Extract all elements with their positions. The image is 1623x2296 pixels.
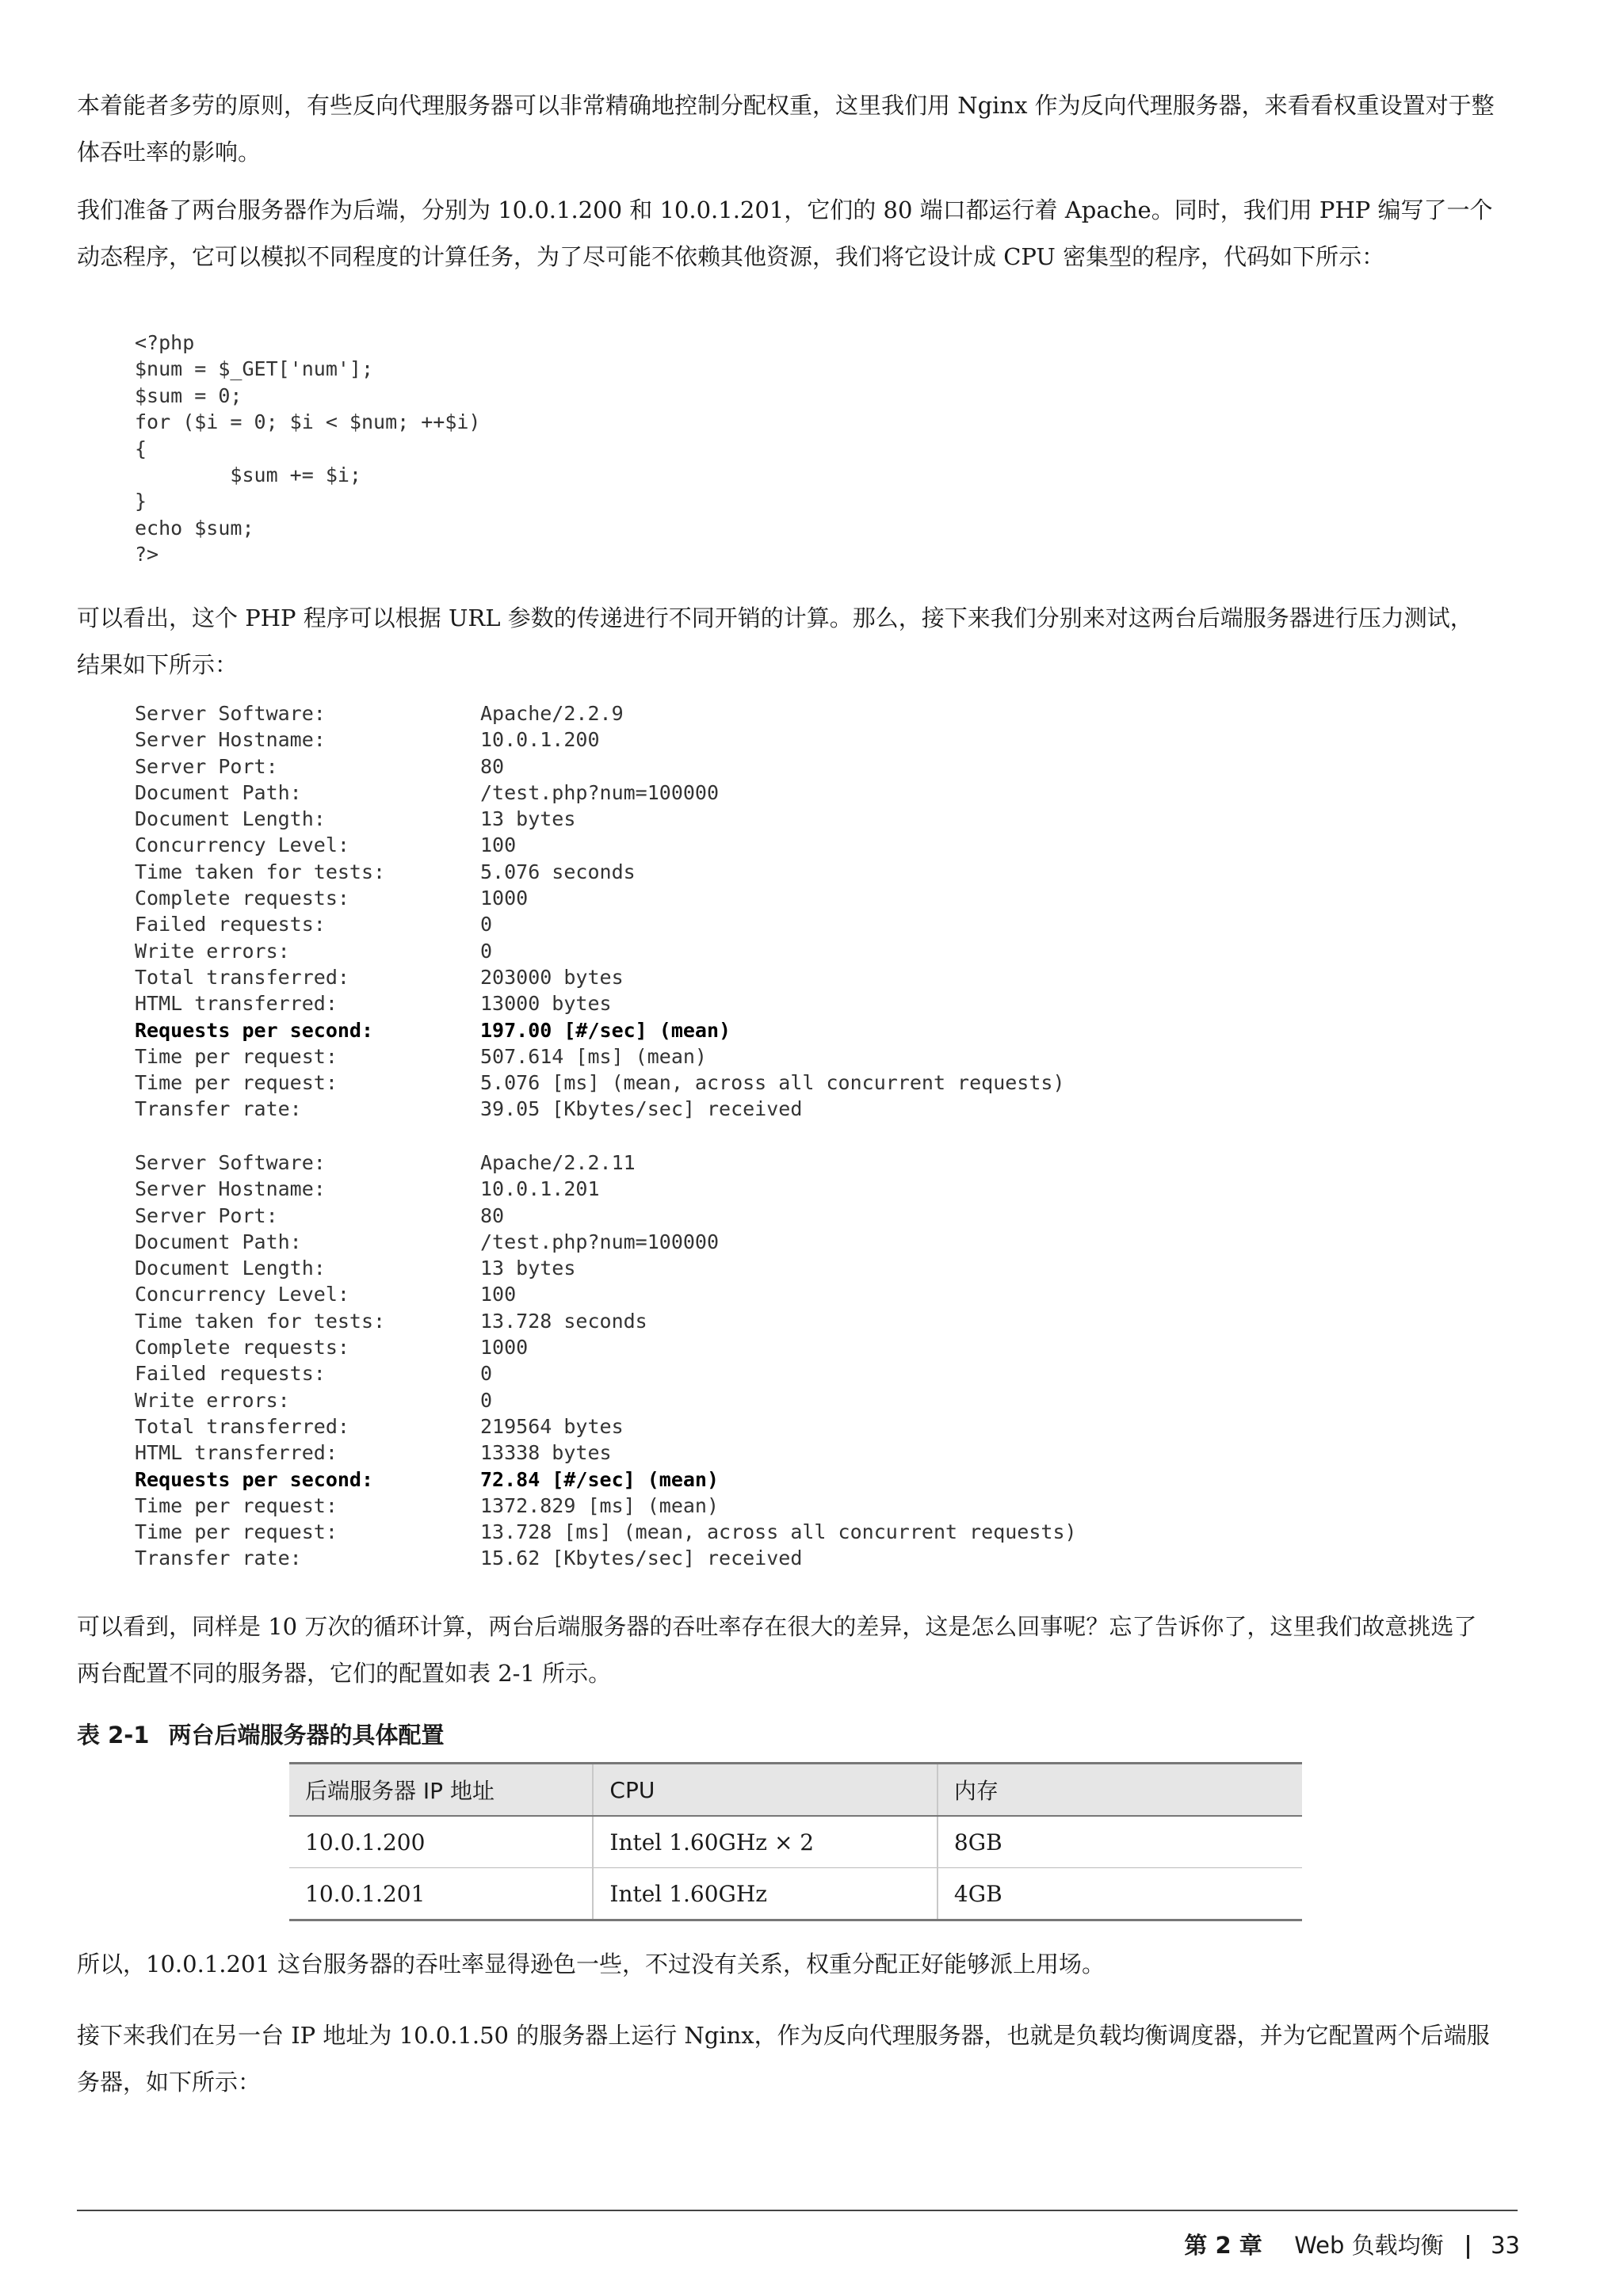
table-cell: 8GB — [938, 1816, 1302, 1868]
table-caption-title: 两台后端服务器的具体配置 — [168, 1722, 445, 1749]
benchmark-row: Write errors: 0 — [135, 939, 493, 963]
table-cell: Intel 1.60GHz × 2 — [593, 1816, 938, 1868]
benchmark-row: Time taken for tests: 13.728 seconds — [135, 1309, 647, 1333]
benchmark-row: HTML transferred: 13338 bytes — [135, 1441, 612, 1465]
benchmark-row: Server Software: Apache/2.2.11 — [135, 1151, 636, 1174]
table-cell: 10.0.1.201 — [289, 1868, 593, 1920]
benchmark-row: Time per request: 1372.829 [ms] (mean) — [135, 1493, 720, 1517]
php-code-block: <?php $num = $_GET['num']; $sum = 0; for ($i = 0; $i < $num; ++$i) { $sum += $i; } echo $sum; ?> — [135, 331, 481, 566]
column-header-memory: 内存 — [938, 1764, 1302, 1817]
benchmark-row: Time per request: 507.614 [ms] (mean) — [135, 1044, 707, 1068]
column-header-ip: 后端服务器 IP 地址 — [289, 1764, 593, 1817]
column-header-cpu: CPU — [593, 1764, 938, 1817]
benchmark-row: Time per request: 13.728 [ms] (mean, across all concurrent requests) — [135, 1520, 1077, 1544]
paragraph-backend-setup: 我们准备了两台服务器作为后端，分别为 10.0.1.200 和 10.0.1.201，它们的 80 端口都运行着 Apache。同时，我们用 PHP 编写了一个动态程序，它可以模拟不同程度的计算任务，为了尽可能不依赖其他资源，我们将它设计成 CPU 密集型的程序，代码如下所示： — [77, 196, 1493, 270]
benchmark-row: Transfer rate: 15.62 [Kbytes/sec] received — [135, 1547, 803, 1570]
table-caption-number: 表 2-1 — [77, 1722, 150, 1749]
benchmark-row: Document Length: 13 bytes — [135, 1257, 576, 1280]
benchmark-row: Document Path: /test.php?num=100000 — [135, 780, 720, 804]
table-cell: 4GB — [938, 1868, 1302, 1920]
benchmark-result-server-201 — [135, 1150, 1077, 1572]
benchmark-row: Document Length: 13 bytes — [135, 807, 576, 831]
paragraph-stress-test: 可以看出，这个 PHP 程序可以根据 URL 参数的传递进行不同开销的计算。那么，接下来我们分别来对这两台后端服务器进行压力测试，结果如下所示： — [77, 605, 1473, 678]
page-number: 33 — [1491, 2232, 1520, 2259]
benchmark-row: Total transferred: 219564 bytes — [135, 1414, 624, 1438]
benchmark-row: Time per request: 5.076 [ms] (mean, across all concurrent requests) — [135, 1071, 1065, 1095]
benchmark-row: Write errors: 0 — [135, 1388, 493, 1412]
table-header-row — [289, 1764, 1302, 1817]
paragraph-weight-intro: 本着能者多劳的原则，有些反向代理服务器可以非常精确地控制分配权重，这里我们用 Nginx 作为反向代理服务器，来看看权重设置对于整体吞吐率的影响。 — [77, 92, 1495, 166]
footer-chapter: 第 2 章 — [1184, 2232, 1262, 2259]
benchmark-row: Failed requests: 0 — [135, 913, 493, 936]
paragraph-throughput-difference: 可以看到，同样是 10 万次的循环计算，两台后端服务器的吞吐率存在很大的差异，这是怎么回事呢？忘了告诉你了，这里我们故意挑选了两台配置不同的服务器，它们的配置如表 2-1 所示。 — [77, 1613, 1477, 1687]
benchmark-row: Failed requests: 0 — [135, 1362, 493, 1386]
benchmark-row: Complete requests: 1000 — [135, 1336, 529, 1360]
benchmark-row-requests-per-second: Requests per second: 197.00 [#/sec] (mean) — [135, 1018, 731, 1042]
paragraph-weight-usage: 所以，10.0.1.201 这台服务器的吞吐率显得逊色一些，不过没有关系，权重分配正好能够派上用场。 — [77, 1951, 1106, 1978]
page-footer — [1184, 2228, 1520, 2260]
benchmark-row: Complete requests: 1000 — [135, 887, 529, 910]
benchmark-row: Concurrency Level: 100 — [135, 833, 517, 857]
benchmark-row: HTML transferred: 13000 bytes — [135, 992, 612, 1016]
benchmark-row: Transfer rate: 39.05 [Kbytes/sec] received — [135, 1097, 803, 1121]
footer-divider — [77, 2210, 1518, 2211]
footer-chapter-title: Web 负载均衡 — [1294, 2232, 1444, 2259]
benchmark-row: Server Port: 80 — [135, 1203, 505, 1227]
server-config-table — [289, 1762, 1302, 1921]
benchmark-row: Time taken for tests: 5.076 seconds — [135, 860, 636, 883]
table-row — [289, 1868, 1302, 1920]
benchmark-result-server-200 — [135, 700, 1065, 1123]
paragraph-nginx-setup: 接下来我们在另一台 IP 地址为 10.0.1.50 的服务器上运行 Nginx，作为反向代理服务器，也就是负载均衡调度器，并为它配置两个后端服务器，如下所示： — [77, 2022, 1490, 2096]
benchmark-row: Concurrency Level: 100 — [135, 1283, 517, 1306]
benchmark-row-requests-per-second: Requests per second: 72.84 [#/sec] (mean) — [135, 1467, 720, 1491]
table-caption — [77, 1718, 445, 1750]
table-cell: 10.0.1.200 — [289, 1816, 593, 1868]
benchmark-row: Total transferred: 203000 bytes — [135, 965, 624, 989]
table-row — [289, 1816, 1302, 1868]
benchmark-row: Server Hostname: 10.0.1.200 — [135, 728, 600, 752]
benchmark-row: Server Hostname: 10.0.1.201 — [135, 1177, 600, 1201]
benchmark-row: Server Software: Apache/2.2.9 — [135, 702, 624, 725]
benchmark-row: Server Port: 80 — [135, 754, 505, 778]
footer-separator — [1467, 2235, 1469, 2259]
table-cell: Intel 1.60GHz — [593, 1868, 938, 1920]
benchmark-row: Document Path: /test.php?num=100000 — [135, 1230, 720, 1253]
